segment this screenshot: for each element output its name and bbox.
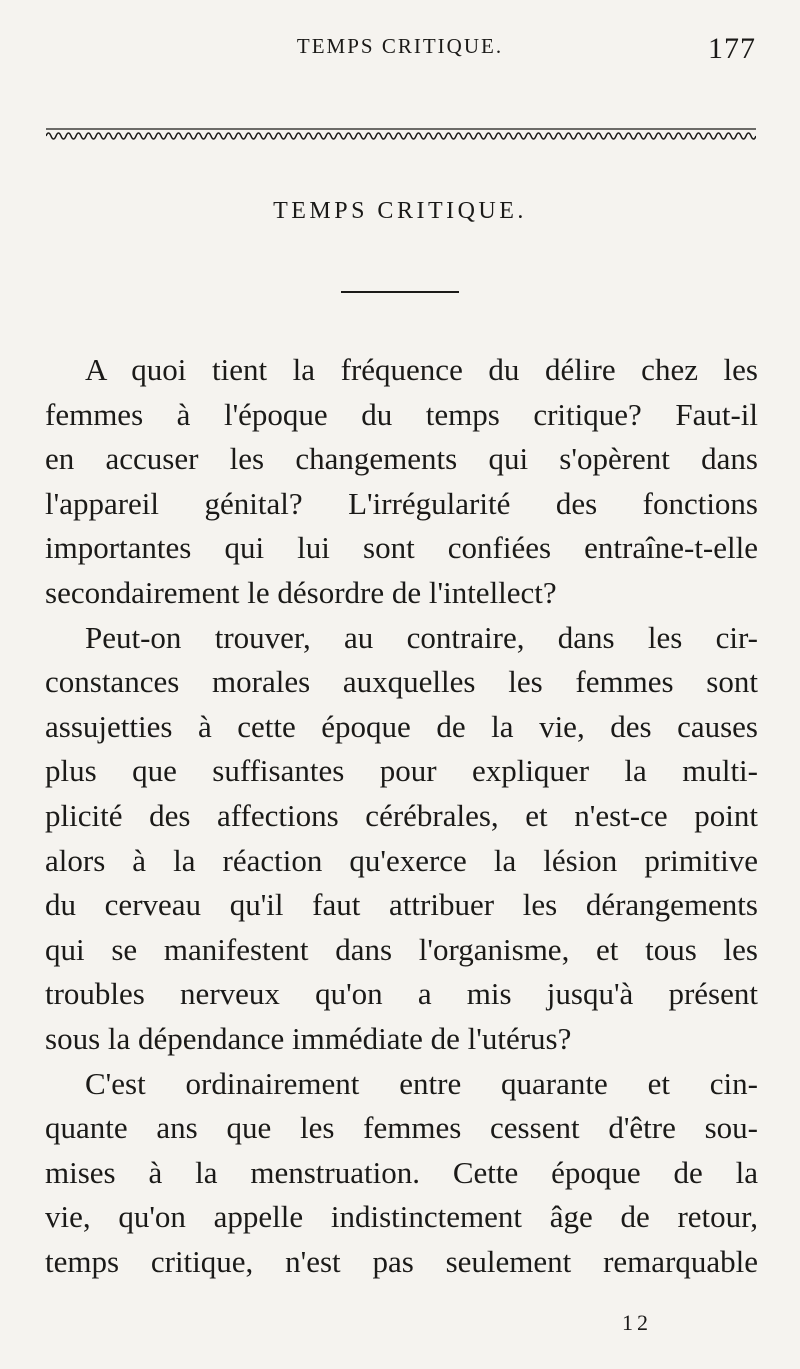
page-number: 177 <box>708 32 756 65</box>
signature-mark: 12 <box>622 1310 652 1335</box>
running-title: TEMPS CRITIQUE. <box>296 34 504 58</box>
text-line: troubles nerveux qu'on a mis jusqu'à présent <box>45 976 758 1012</box>
chapter-title: TEMPS CRITIQUE. <box>273 198 527 224</box>
text-line: sous la dépendance immédiate de l'utérus? <box>45 1020 572 1056</box>
text-line: mises à la menstruation. Cette époque de la <box>45 1154 758 1190</box>
text-line: femmes à l'époque du temps critique? Faut-il <box>45 396 758 432</box>
text-line: temps critique, n'est pas seulement remarquable <box>45 1243 758 1279</box>
text-line: l'appareil génital? L'irrégularité des fonctions <box>45 485 758 521</box>
text-line: vie, qu'on appelle indistinctement âge de retour, <box>45 1199 758 1235</box>
text-line: qui se manifestent dans l'organisme, et tous les <box>45 931 758 967</box>
text-line: en accuser les changements qui s'opèrent dans <box>45 441 758 477</box>
wavy-rule-divider <box>46 122 756 142</box>
title-underline-rule <box>341 291 459 293</box>
text-line: constances morales auxquelles les femmes sont <box>45 664 758 700</box>
text-line: Peut-on trouver, au contraire, dans les cir- <box>85 619 758 655</box>
text-line: A quoi tient la fréquence du délire chez les <box>85 352 758 387</box>
text-line: C'est ordinairement entre quarante et cin- <box>85 1065 758 1101</box>
text-line: alors à la réaction qu'exerce la lésion primitive <box>45 842 758 878</box>
text-line: du cerveau qu'il faut attribuer les dérangements <box>45 887 758 923</box>
text-line: plus que suffisantes pour expliquer la multi- <box>45 753 758 789</box>
text-line: quante ans que les femmes cessent d'être sou- <box>45 1110 758 1146</box>
text-line: secondairement le désordre de l'intellect? <box>45 574 557 610</box>
text-line: assujetties à cette époque de la vie, des causes <box>45 708 758 744</box>
text-line: plicité des affections cérébrales, et n'est-ce point <box>45 797 758 833</box>
body-text <box>45 348 758 1284</box>
text-line: importantes qui lui sont confiées entraîne-t-elle <box>45 530 758 566</box>
